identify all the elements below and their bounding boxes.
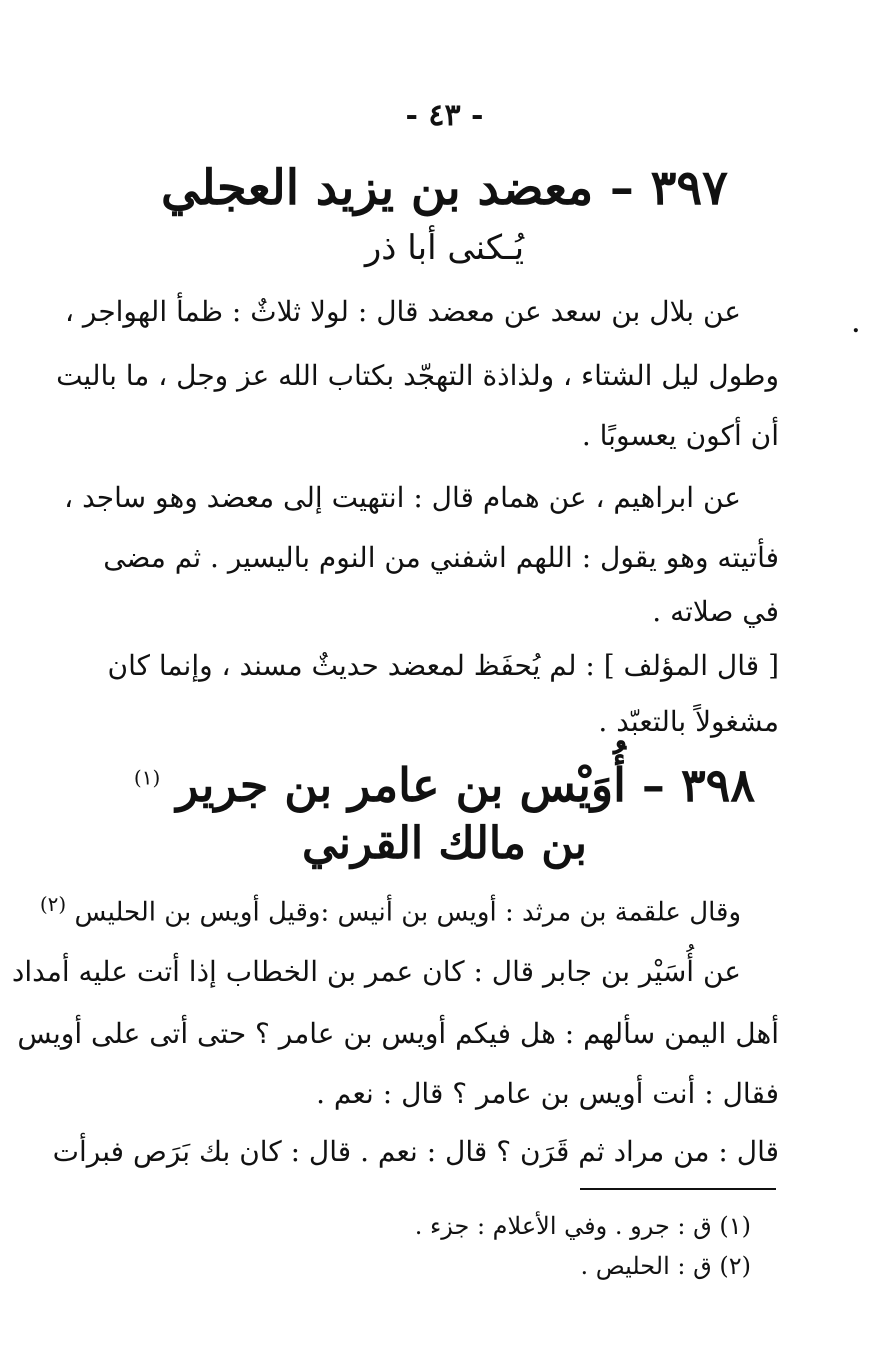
entry-397-p2-line-3: في صلاته . bbox=[652, 595, 779, 628]
entry-397-p1-line-1: عن بلال بن سعد عن معضد قال : لولا ثلاثٌ : ظمأ الهواجر ، bbox=[64, 295, 741, 328]
entry-398-p1-line-2: أهل اليمن سألهم : هل فيكم أويس بن عامر ؟ حتى أتى على أويس bbox=[17, 1017, 779, 1050]
footnote-rule bbox=[580, 1188, 776, 1190]
entry-398-p1-line-3: فقال : أنت أويس بن عامر ؟ قال : نعم . bbox=[316, 1077, 779, 1110]
entry-398-title bbox=[0, 758, 889, 812]
footnote-1: (١) ق : جرو . وفي الأعلام : جزء . bbox=[414, 1212, 751, 1240]
entry-398-p1-line-4: قال : من مراد ثم قَرَن ؟ قال : نعم . قال : كان بك بَرَص فبرأت bbox=[52, 1135, 779, 1168]
entry-398-note-text: وقال علقمة بن مرثد : أويس بن أنيس :وقيل أويس بن الحليس bbox=[74, 897, 741, 928]
entry-397-p1-line-3: أن أكون يعسوبًا . bbox=[581, 419, 779, 452]
entry-397-p3-line-2: مشغولاً بالتعبّد . bbox=[598, 705, 779, 738]
entry-397-title: ٣٩٧ – معضد بن يزيد العجلي bbox=[161, 160, 728, 216]
entry-397-subtitle: يُـكنى أبا ذر bbox=[364, 228, 525, 268]
margin-dot: . bbox=[852, 312, 860, 338]
entry-398-subtitle: بن مالك القرني bbox=[302, 818, 587, 869]
entry-397-p3-line-1: [ قال المؤلف ] : لم يُحفَظ لمعضد حديثٌ مسند ، وإنما كان bbox=[107, 649, 779, 682]
footnote-mark-2: (٢) bbox=[39, 892, 67, 916]
entry-397-p1-line-2: وطول ليل الشتاء ، ولذاذة التهجّد بكتاب الله عز وجل ، ما باليت bbox=[56, 359, 779, 392]
entry-397-p2-line-1: عن ابراهيم ، عن همام قال : انتهيت إلى معضد وهو ساجد ، bbox=[64, 481, 741, 514]
entry-398-p1-line-1: عن أُسَيْر بن جابر قال : كان عمر بن الخطاب إذا أتت عليه أمداد bbox=[11, 955, 741, 988]
page-number: - ٤٣ - bbox=[405, 98, 484, 133]
footnote-2: (٢) ق : الحليص . bbox=[580, 1252, 751, 1280]
entry-397-p2-line-2: فأتيته وهو يقول : اللهم اشفني من النوم باليسير . ثم مضى bbox=[103, 541, 779, 574]
footnote-mark-1: (١) bbox=[133, 765, 161, 790]
entry-398-note-line bbox=[40, 894, 741, 926]
entry-398-title-text: ٣٩٨ – أُوَيْس بن عامر بن جرير bbox=[176, 758, 756, 812]
